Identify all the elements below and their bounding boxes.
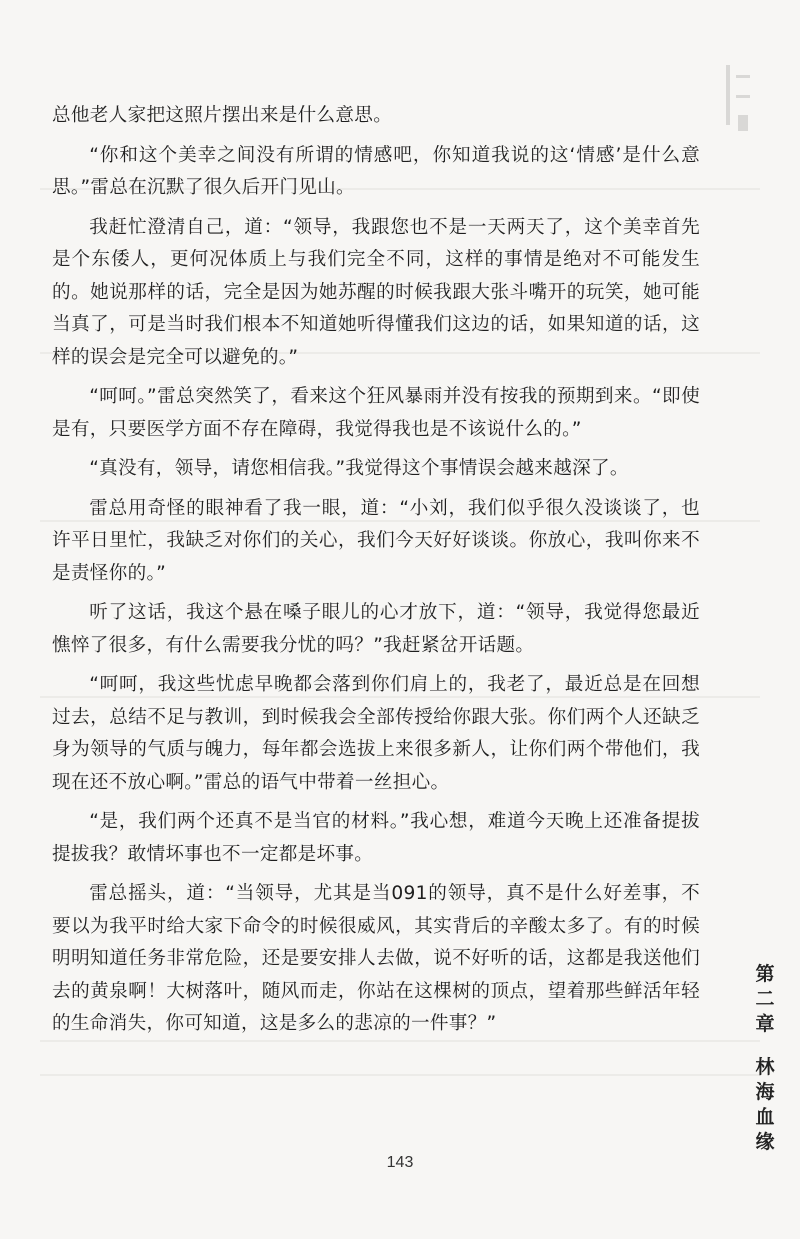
chapter-side-title bbox=[752, 962, 778, 1155]
paragraph: 我赶忙澄清自己，道：“领导，我跟您也不是一天两天了，这个美幸首先是个东倭人，更何况体质上与我们完全不同，这样的事情是绝对不可能发生的。她说那样的话，完全是因为她苏醒的时候我跟大张斗嘴开的玩笑，她可能当真了，可是当时我们根本不知道她听得懂我们这边的话，如果知道的话，这样的误会是完全可以避免的。” bbox=[52, 216, 700, 368]
chapter-name-char: 林 bbox=[755, 1056, 775, 1078]
paragraph: 雷总用奇怪的眼神看了我一眼，道：“小刘，我们似乎很久没谈谈了，也许平日里忙，我缺乏对你们的关心，我们今天好好谈谈。你放心，我叫你来不是责怪你的。” bbox=[52, 497, 700, 584]
paragraph: “真没有，领导，请您相信我。”我觉得这个事情误会越来越深了。 bbox=[89, 458, 629, 479]
chapter-name-char: 缘 bbox=[755, 1131, 775, 1153]
paragraph: “你和这个美幸之间没有所谓的情感吧，你知道我说的这‘情感’是什么意思。”雷总在沉默了很久后开门见山。 bbox=[52, 144, 700, 198]
side-title-gap bbox=[752, 1037, 778, 1055]
show-through-mark bbox=[718, 55, 758, 145]
paragraph: 雷总摇头，道：“当领导，尤其是当091的领导，真不是什么好差事，不要以为我平时给大家下命令的时候很威风，其实背后的辛酸太多了。有的时候明明知道任务非常危险，还是要安排人去做，说不好听的话，这都是我送他们去的黄泉啊！大树落叶，随风而走，你站在这棵树的顶点，望着那些鲜活年轻的生命消失，你可知道，这是多么的悲凉的一件事？” bbox=[52, 883, 700, 1034]
chapter-label-char: 章 bbox=[755, 1013, 775, 1035]
page-number: 143 bbox=[386, 1154, 414, 1171]
paragraph: “呵呵。”雷总突然笑了，看来这个狂风暴雨并没有按我的预期到来。“即使是有，只要医学方面不存在障碍，我觉得我也是不该说什么的。” bbox=[52, 386, 700, 440]
bleed-through-line bbox=[40, 1074, 760, 1076]
paragraph: 听了这话，我这个悬在嗓子眼儿的心才放下，道：“领导，我觉得您最近憔悴了很多，有什么需要我分忧的吗？”我赶紧岔开话题。 bbox=[52, 602, 700, 656]
chapter-name-char: 海 bbox=[755, 1081, 775, 1103]
chapter-label-char: 二 bbox=[755, 988, 775, 1010]
chapter-name-char: 血 bbox=[755, 1106, 775, 1128]
paragraph: 总他老人家把这照片摆出来是什么意思。 bbox=[52, 105, 393, 126]
paragraph: “呵呵，我这些忧虑早晚都会落到你们肩上的，我老了，最近总是在回想过去，总结不足与教训，到时候我会全部传授给你跟大张。你们两个人还缺乏身为领导的气质与魄力，每年都会选拔上来很多新人，让你们两个带他们，我现在还不放心啊。”雷总的语气中带着一丝担心。 bbox=[52, 674, 700, 793]
paragraph: “是，我们两个还真不是当官的材料。”我心想，难道今天晚上还准备提拔提拔我？敢情坏事也不一定都是坏事。 bbox=[52, 811, 700, 865]
body-text bbox=[52, 100, 700, 1048]
chapter-label-char: 第 bbox=[755, 963, 775, 985]
